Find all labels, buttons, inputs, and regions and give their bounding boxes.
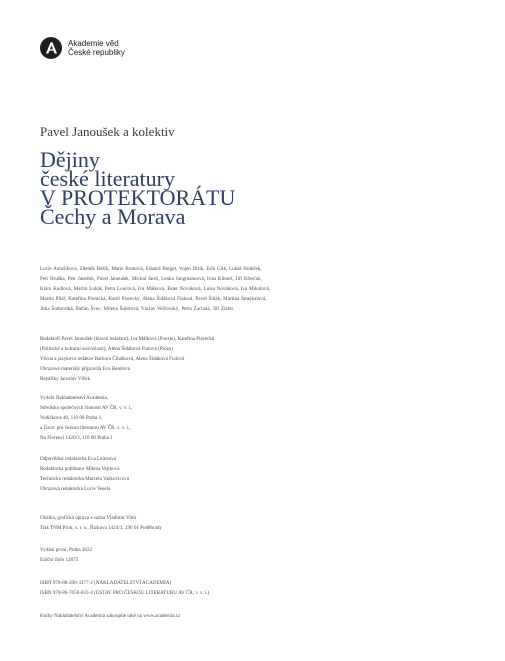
contributors-line: Lucie Antošíková, Zdeněk Bešík, Marie Brunová, Eduard Burget, Vojen Drlík, Erik Gilk, Lukáš Holeček, [40, 266, 262, 272]
contributors-line: Klára Kudlová, Martin Lukáš, Petra Loučová, Iva Málková, Ester Nováková, Luisa Nováková, Iva Mikulová, [40, 286, 270, 292]
publisher-line: Středisko společných činností AV ČR, v. v. i., [40, 405, 133, 411]
contributors-list [40, 264, 480, 314]
editors-line: Obrazové materiály připravila Eva Bendová [40, 366, 130, 372]
publisher-line: Na Florenci 1420/3, 110 00 Praha 1 [40, 435, 113, 441]
contributors-line: Petr Hruška, Petr Janeček, Pavel Janoušek, Michal Jareš, Lenka Jungmannová, Ivan Klimeš, Jiří Křesťan, [40, 276, 262, 282]
design-line: Obálka, grafická úprava a sazba Vladimír Vimr [40, 515, 137, 521]
publisher-line: Vydalo Nakladatelství Academia, [40, 395, 109, 401]
editors-line: Rejstříky Jaroslav Vlček [40, 376, 90, 382]
staff-line: Technická redaktorka Marcela Vaškovicová [40, 476, 130, 482]
print-line: Tisk TNM Print, s. r. o., Řízkova 1424/3, 290 01 Poděbrady [40, 525, 162, 531]
book-title [40, 147, 236, 229]
title-line-3: V PROTEKTORÁTU [40, 185, 236, 210]
logo-wordmark [68, 39, 125, 57]
edition-block [40, 545, 92, 565]
logo-line-1: Akademie věd [68, 39, 119, 48]
editors-line: Věcná a jazyková redakce Barbora Čihálková, Alena Šidáková Fialová [40, 356, 185, 362]
web-line: Knihy Nakladatelství Academia zakoupíte také na www.academia.cz [40, 613, 181, 619]
design-print-block [40, 513, 162, 533]
editors-line: (Politické a kulturní souvislosti), Alena Šidáková Fialová (Próza) [40, 346, 173, 352]
contributors-line: Jitka Šotkovská, Štefan Švec, Milena Šubrtová, Václav Velčovský, Petra Zachalá, Jiří Zízler [40, 306, 234, 312]
title-line-4: Čechy a Morava [40, 204, 186, 229]
edition-line: Vydání první, Praha 2022 [40, 547, 93, 553]
logo-line-2: České republiky [68, 48, 125, 57]
publisher-block [40, 393, 133, 443]
isbn-line: ISBN 978-80-200-3377-2 (NAKLADATELSTVÍ ACADEMIA) [40, 580, 172, 586]
editors-block [40, 334, 214, 384]
staff-line: Redaktorka publikace Milena Vejtková [40, 466, 120, 472]
title-line-2: české literatury [40, 166, 175, 191]
staff-line: Obrazová redaktorka Lucie Veselá [40, 486, 111, 492]
title-line-1: Dějiny [40, 147, 100, 172]
staff-line: Odpovědná redaktorka Eva Leinzová [40, 456, 116, 462]
author-line: Pavel Janoušek a kolektiv [40, 124, 175, 139]
staff-block [40, 454, 129, 494]
publisher-logo [40, 37, 125, 59]
isbn-block [40, 578, 209, 598]
editors-line: Redaktoři Pavel Janoušek (hlavní redaktor), Iva Málková (Poezie), Kateřina Piorecká [40, 336, 215, 342]
edition-number-line: Ediční číslo 12875 [40, 557, 79, 563]
contributors-line: Martin Pilař, Kateřina Piorecká, Karel Piorecký, Alena Šidáková Fialová, Pavel Šidák, Martina Šmejkalová, [40, 296, 267, 302]
academy-a-logo-icon [40, 37, 62, 59]
isbn-line: ISBN 978-80-7658-033-4 (ÚSTAV PRO ČESKOU LITERATURU AV ČR, v. v. i.) [40, 590, 210, 596]
publisher-line: a Ústav pro českou literaturu AV ČR, v. v. i., [40, 425, 131, 431]
web-note [40, 611, 180, 621]
publisher-line: Vodičkova 40, 110 00 Praha 1, [40, 415, 103, 421]
